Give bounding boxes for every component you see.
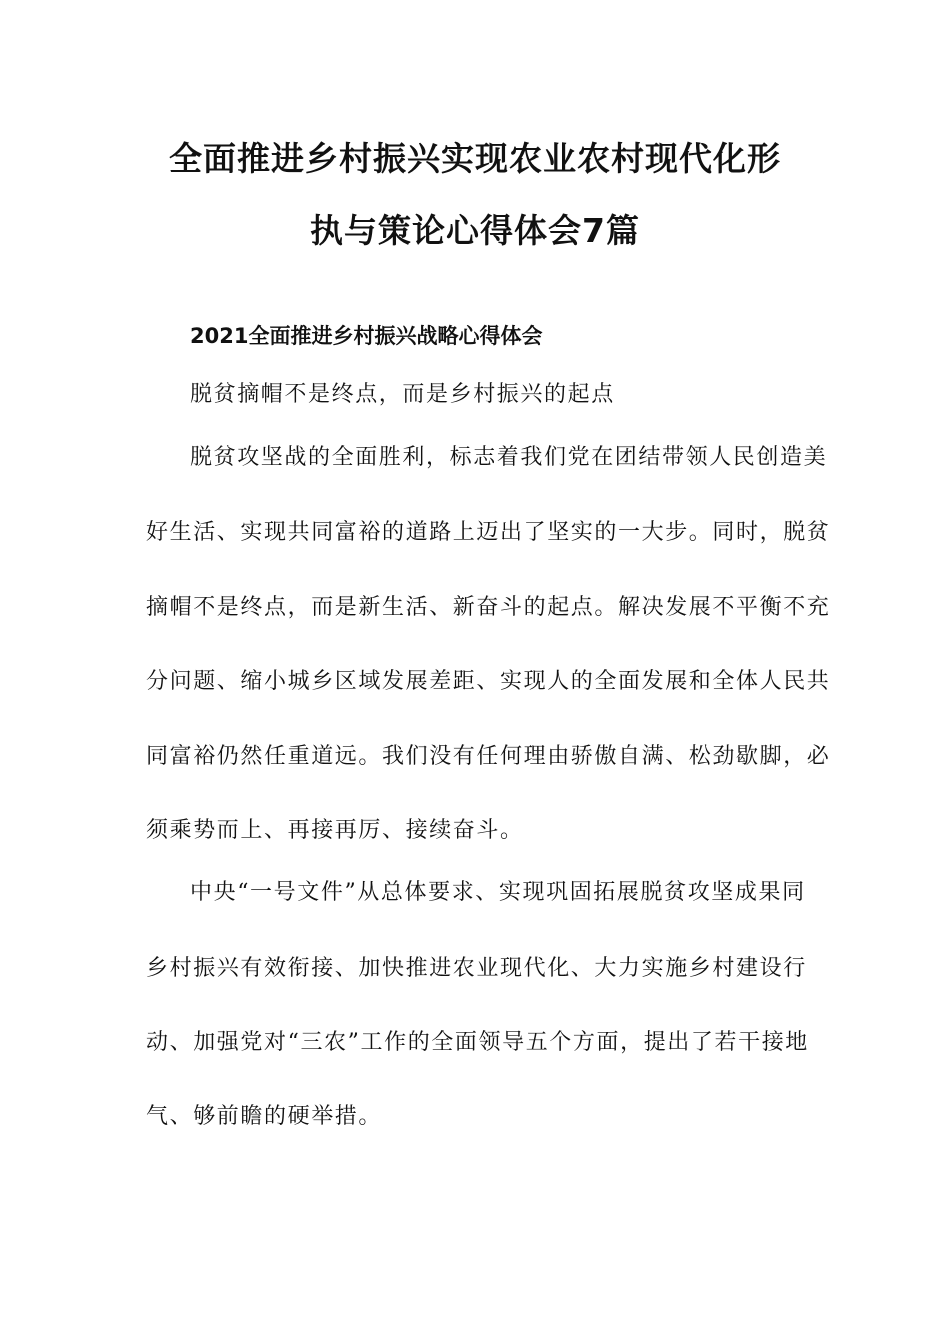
paragraph-line: 分问题、缩小城乡区域发展差距、实现人的全面发展和全体人民共	[146, 669, 831, 694]
document-title-line-2: 执与策论心得体会7篇	[310, 211, 640, 250]
paragraph-line: 气、够前瞻的硬举措。	[146, 1104, 383, 1129]
paragraph-line: 动、加强党对“三农”工作的全面领导五个方面，提出了若干接地	[146, 1030, 809, 1055]
paragraph-line: 同富裕仍然任重道远。我们没有任何理由骄傲自满、松劲歇脚，必	[146, 744, 831, 769]
paragraph-line: 乡村振兴有效衔接、加快推进农业现代化、大力实施乡村建设行	[146, 956, 807, 981]
paragraph-line: 中央“一号文件”从总体要求、实现巩固拓展脱贫攻坚成果同	[190, 880, 806, 905]
paragraph-line: 脱贫摘帽不是终点，而是乡村振兴的起点	[190, 382, 615, 407]
paragraph-line: 摘帽不是终点，而是新生活、新奋斗的起点。解决发展不平衡不充	[146, 595, 831, 620]
paragraph-line: 脱贫攻坚战的全面胜利，标志着我们党在团结带领人民创造美	[190, 445, 828, 470]
section-heading: 2021全面推进乡村振兴战略心得体会	[190, 324, 543, 348]
document-title-line-1: 全面推进乡村振兴实现农业农村现代化形	[169, 139, 781, 178]
paragraph-line: 好生活、实现共同富裕的道路上迈出了坚实的一大步。同时，脱贫	[146, 520, 831, 545]
paragraph-line: 须乘势而上、再接再厉、接续奋斗。	[146, 818, 524, 843]
